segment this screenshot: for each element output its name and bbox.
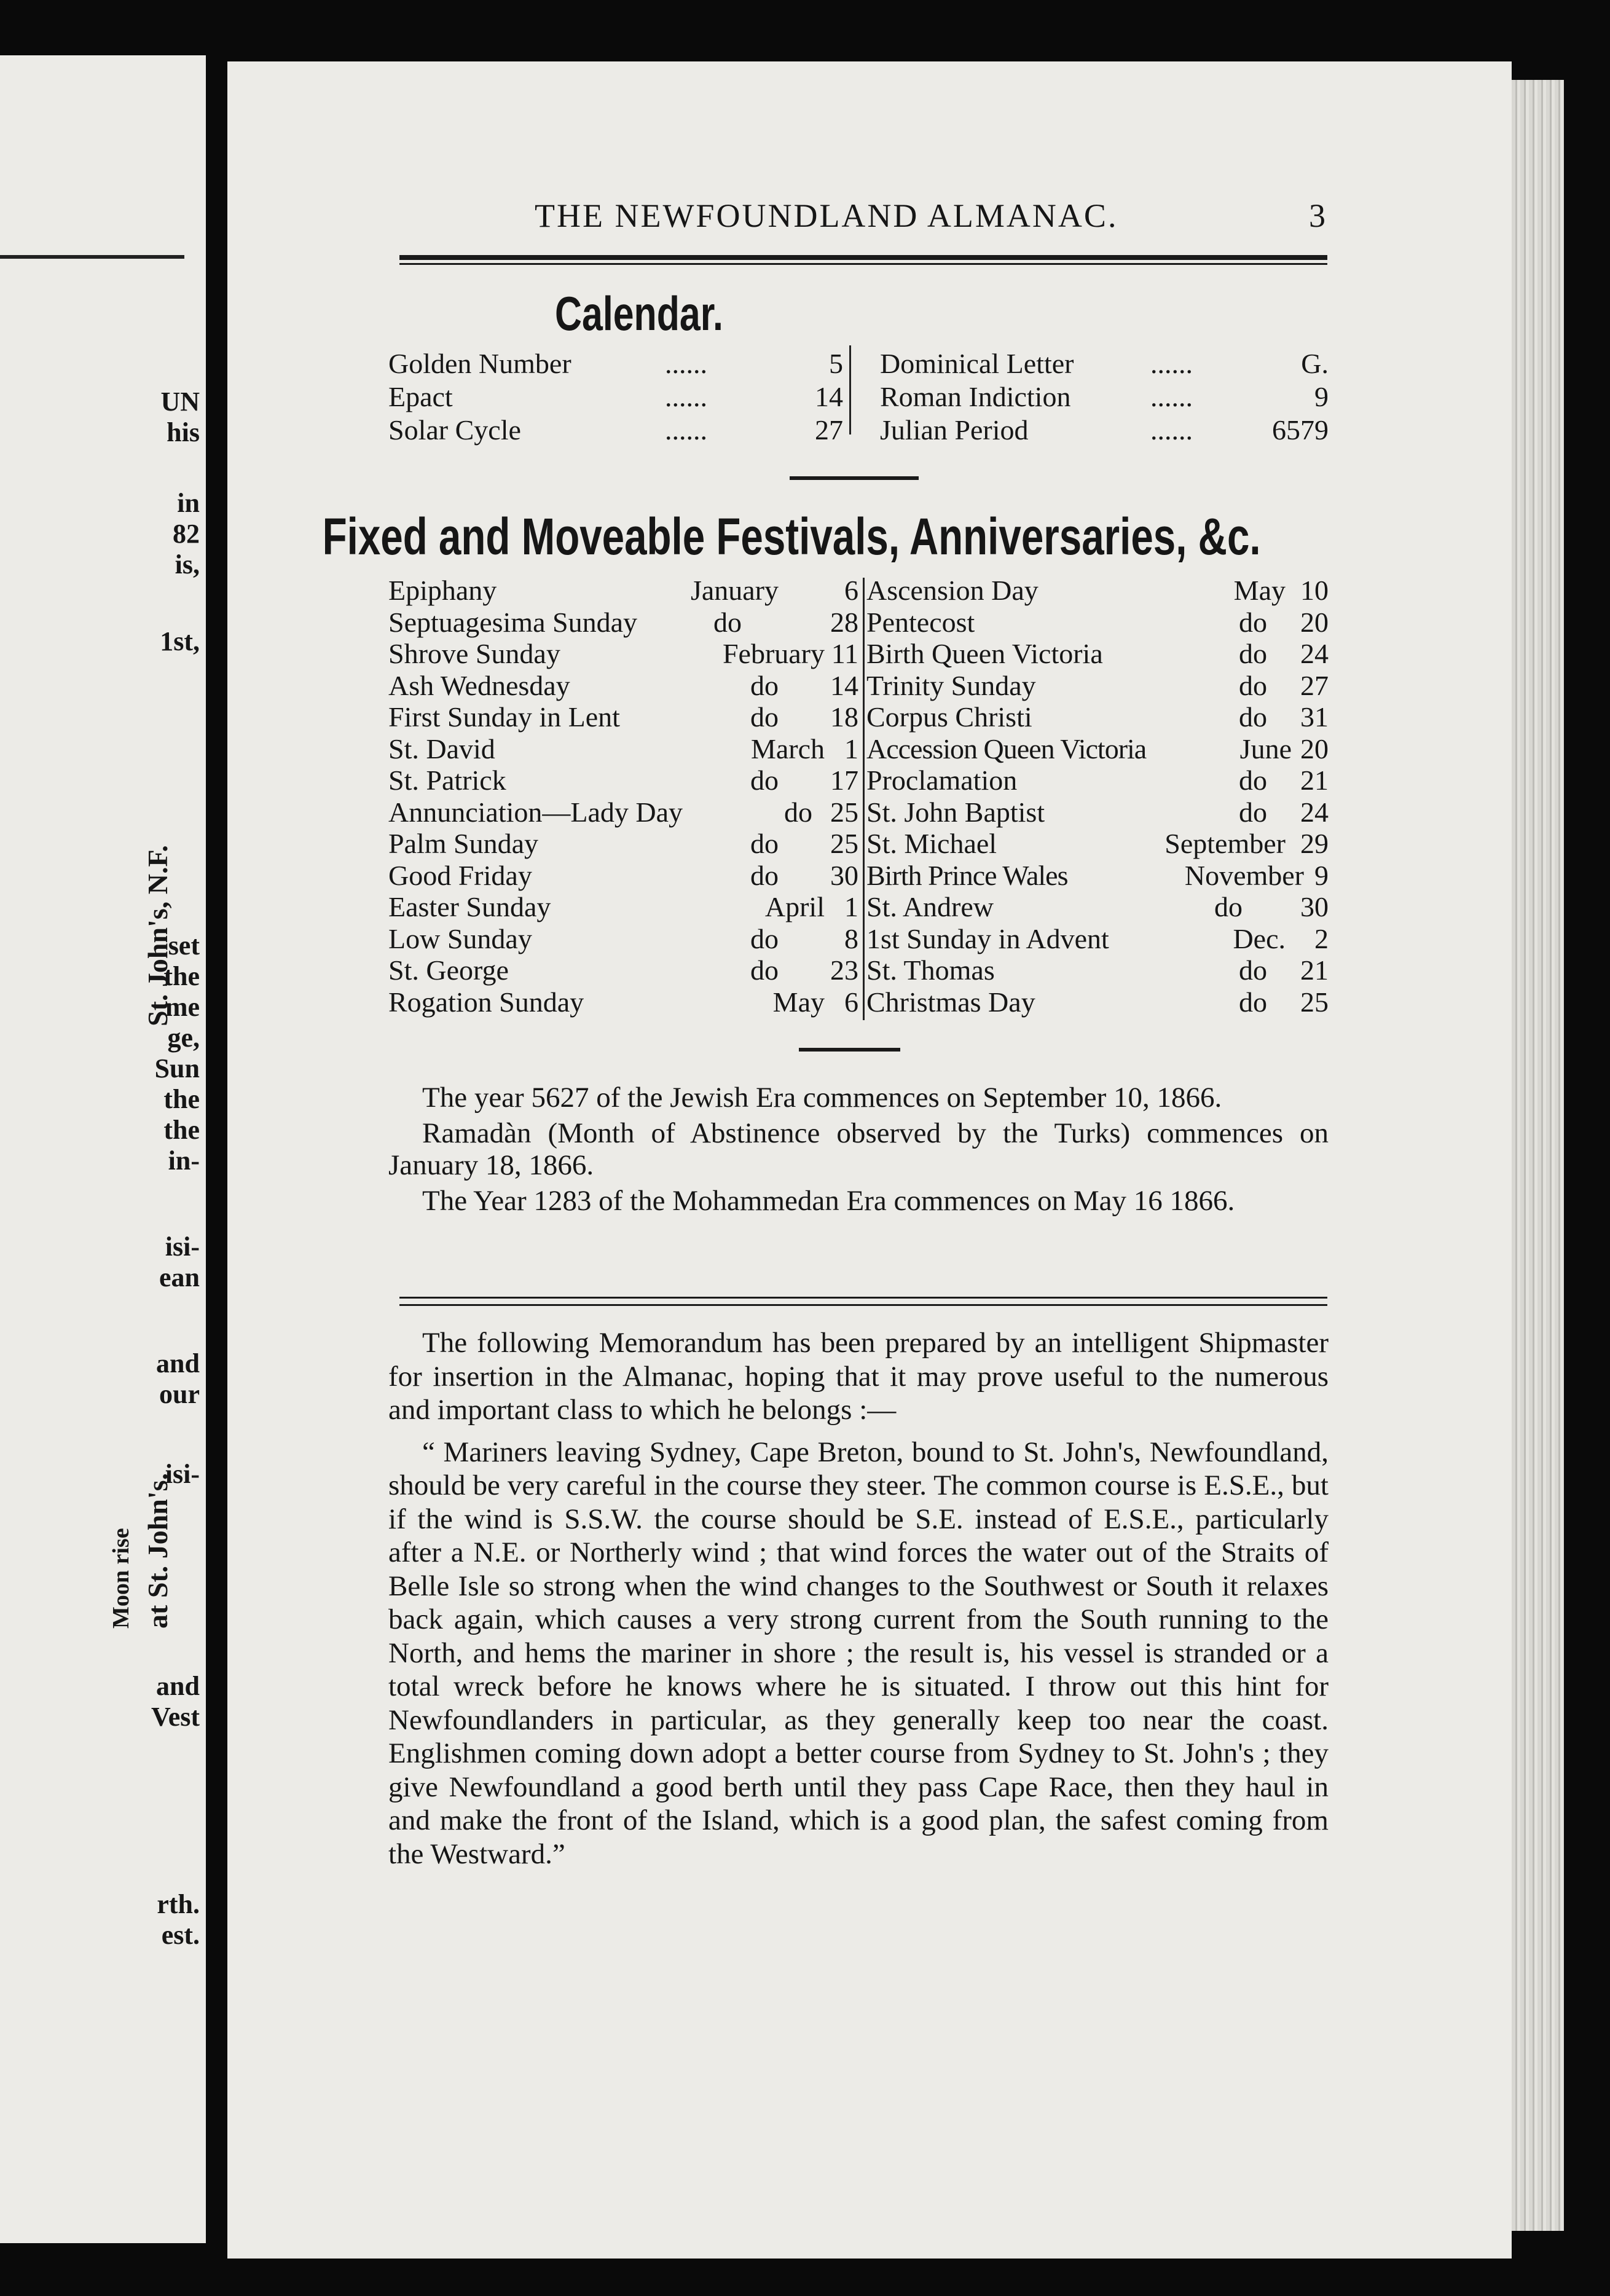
festival-name: Rogation Sunday (388, 986, 584, 1018)
left-page-rule (0, 255, 184, 259)
left-vertical-text: at St. John's. (142, 1472, 173, 1629)
festival-day: 30 (1300, 891, 1329, 922)
calendar-dots: ...... (665, 381, 707, 412)
festivals-left-table (388, 575, 858, 1018)
festival-name: Corpus Christi (866, 701, 1032, 733)
festival-day: 18 (830, 701, 858, 733)
festival-day: 6 (844, 575, 858, 606)
ramadan-text: Ramadàn (Month of Abstinence observed by the Turks) commences on January 18, 1866. (388, 1117, 1329, 1181)
festival-day: 1 (844, 891, 858, 922)
header-rule (399, 255, 1327, 260)
festival-row (866, 670, 1329, 702)
festival-name: Good Friday (388, 859, 532, 891)
festival-month: May (772, 986, 825, 1018)
calendar-heading: Calendar. (555, 286, 723, 340)
festival-name: First Sunday in Lent (388, 701, 620, 733)
festival-row (388, 954, 858, 986)
festival-name: Ash Wednesday (388, 669, 570, 701)
calendar-label: Roman Indiction (880, 381, 1071, 412)
festival-name: St. Andrew (866, 891, 994, 922)
section-rule (790, 476, 919, 480)
festival-row (866, 796, 1329, 828)
festival-name: 1st Sunday in Advent (866, 922, 1109, 954)
section-rule (799, 1048, 900, 1052)
left-fragment: in (177, 488, 200, 518)
festival-month: March (750, 733, 825, 765)
left-fragment: is, (175, 549, 200, 580)
festival-day: 17 (830, 765, 858, 796)
festival-month: do (1239, 765, 1267, 796)
festival-month: do (750, 765, 779, 796)
left-fragment: UN (160, 387, 200, 417)
festival-day: 10 (1300, 575, 1329, 606)
calendar-label: Solar Cycle (388, 414, 521, 446)
festival-row (866, 575, 1329, 607)
calendar-row (880, 347, 1329, 380)
festival-month: do (1239, 701, 1267, 733)
festival-day: 21 (1300, 765, 1329, 796)
calendar-value: 6579 (1272, 414, 1329, 446)
festival-row (388, 923, 858, 955)
festival-month: April (764, 891, 825, 922)
festival-name: Epiphany (388, 575, 497, 606)
memorandum-section (388, 1326, 1329, 1871)
festival-row (388, 986, 858, 1018)
festival-row (388, 765, 858, 796)
left-fragment: isi- (165, 1459, 200, 1489)
festival-day: 14 (830, 669, 858, 701)
calendar-dots: ...... (665, 348, 707, 379)
festival-month: do (784, 796, 812, 828)
festival-day: 25 (1300, 986, 1329, 1018)
calendar-label: Dominical Letter (880, 348, 1074, 379)
memorandum-quote: “ Mariners leaving Sydney, Cape Breton, bound to St. John's, Newfoundland, should be very careful in the course they steer. The common course is E.S.E., but if the wind is S.S.W. the course should be S.E. instead of E.S.E., particularly after a N.E. or Northerly wind ; that wind forces the water out of the Straits of Belle Isle so strong when the wind changes to the Southwest or South it relaxes back again, which causes a very strong current from the South running to the North, and hems the mariner in shore ; the result is, his vessel is stranded or a total wreck before he knows where he is situated. I throw out this hint for Newfoundlanders in particular, as they generally keep too near the coast. Englishmen coming down adopt a better course from Sydney to St. John's ; they give Newfoundland a good berth until they pass Cape Race, then they haul in and make the front of the Island, which is a good plan, the safest coming from the Westward.” (388, 1436, 1329, 1870)
festival-day: 24 (1300, 796, 1329, 828)
calendar-row (880, 380, 1329, 414)
festival-row (388, 828, 858, 860)
festival-month: do (1214, 891, 1243, 922)
festivals-heading: Fixed and Moveable Festivals, Anniversaries, &c. (322, 508, 1261, 565)
eras-section (388, 1082, 1329, 1217)
running-title: THE NEWFOUNDLAND ALMANAC. (535, 197, 1118, 234)
festival-day: 27 (1300, 669, 1329, 701)
festival-row (388, 733, 858, 765)
festival-row (866, 986, 1329, 1018)
left-fragment: in- (168, 1146, 200, 1176)
festival-name: St. David (388, 733, 495, 765)
festival-name: Pentecost (866, 606, 975, 638)
left-fragment: and (156, 1671, 200, 1701)
festival-day: 1 (844, 733, 858, 765)
festival-name: Trinity Sunday (866, 669, 1036, 701)
festival-day: 25 (830, 828, 858, 859)
festival-name: Ascension Day (866, 575, 1039, 606)
festival-day: 20 (1300, 733, 1329, 765)
festival-row (388, 860, 858, 892)
festival-name: Easter Sunday (388, 891, 551, 922)
festival-name: Birth Prince Wales (866, 859, 1068, 891)
calendar-divider (849, 345, 851, 434)
festival-name: St. Thomas (866, 954, 995, 986)
festival-day: 30 (830, 859, 858, 891)
festival-month: February (722, 638, 825, 669)
calendar-row (388, 380, 843, 414)
left-fragment: 1st, (160, 626, 200, 656)
festival-name: Shrove Sunday (388, 638, 560, 669)
mohammedan-era-text: The Year 1283 of the Mohammedan Era commences on May 16 1866. (422, 1185, 1235, 1217)
festival-row (388, 607, 858, 639)
festival-name: Proclamation (866, 765, 1018, 796)
left-fragment: set (168, 930, 200, 961)
festival-row (388, 670, 858, 702)
festivals-right-table (866, 575, 1329, 1018)
festival-row (866, 860, 1329, 892)
festival-row (866, 923, 1329, 955)
festival-name: St. John Baptist (866, 796, 1045, 828)
festival-day: 2 (1314, 922, 1329, 954)
calendar-dots: ...... (1150, 381, 1193, 412)
left-fragment: our (159, 1379, 200, 1409)
festival-name: St. George (388, 954, 509, 986)
calendar-value: 9 (1314, 381, 1329, 412)
festival-name: Christmas Day (866, 986, 1035, 1018)
festival-day: 31 (1300, 701, 1329, 733)
festival-row (388, 891, 858, 923)
festival-day: 24 (1300, 638, 1329, 669)
festival-row (866, 638, 1329, 670)
page-edges (1512, 80, 1564, 2231)
calendar-dots: ...... (665, 414, 707, 446)
calendar-dots: ...... (1150, 348, 1193, 379)
calendar-row (880, 414, 1329, 447)
festival-row (866, 954, 1329, 986)
calendar-left-table (388, 347, 843, 447)
festival-month: do (1239, 669, 1267, 701)
festival-day: 20 (1300, 606, 1329, 638)
festival-row (866, 828, 1329, 860)
calendar-value: 27 (815, 414, 843, 446)
festival-month: do (1239, 796, 1267, 828)
festival-day: 8 (844, 922, 858, 954)
festival-row (866, 701, 1329, 733)
festival-day: 11 (831, 638, 858, 669)
festival-row (388, 796, 858, 828)
festival-month: January (690, 575, 779, 606)
memorandum-intro: The following Memorandum has been prepared by an intelligent Shipmaster for insertion in the Almanac, hoping that it may prove useful to the numerous and important class to which he belongs :— (388, 1327, 1329, 1426)
left-vertical-text: St. John's, N.F. (142, 845, 173, 1026)
memo-rule (399, 1304, 1327, 1306)
festival-month: Dec. (1233, 922, 1286, 954)
festival-row (388, 701, 858, 733)
calendar-row (388, 347, 843, 380)
festival-name: Palm Sunday (388, 828, 539, 859)
calendar-right-table (880, 347, 1329, 447)
calendar-label: Julian Period (880, 414, 1029, 446)
festival-month: June (1239, 733, 1292, 765)
festival-day: 25 (830, 796, 858, 828)
festival-row (388, 638, 858, 670)
festival-month: November (1184, 859, 1304, 891)
left-fragment: rth. (157, 1889, 200, 1919)
festival-row (866, 891, 1329, 923)
festival-month: do (750, 828, 779, 859)
festival-month: do (713, 606, 742, 638)
calendar-label: Golden Number (388, 348, 571, 379)
festival-row (866, 733, 1329, 765)
header-rule-thin (399, 263, 1327, 265)
left-vertical-text: Moon rise (108, 1528, 134, 1629)
festivals-divider (863, 578, 865, 1020)
festival-day: 21 (1300, 954, 1329, 986)
festival-month: do (1239, 986, 1267, 1018)
left-fragment: ean (159, 1262, 200, 1292)
left-fragment: and (156, 1348, 200, 1378)
festival-month: do (750, 669, 779, 701)
left-fragment: 82 (173, 519, 200, 549)
festival-month: do (750, 859, 779, 891)
festival-day: 29 (1300, 828, 1329, 859)
festival-month: do (750, 954, 779, 986)
festival-month: do (750, 922, 779, 954)
festival-name: St. Patrick (388, 765, 506, 796)
left-fragment: the (163, 961, 200, 991)
left-fragment: the (163, 1115, 200, 1145)
left-fragment: me (165, 992, 200, 1022)
calendar-value: 5 (829, 348, 843, 379)
left-fragment: est. (161, 1920, 200, 1950)
festival-month: do (1239, 638, 1267, 669)
festival-name: Annunciation—Lady Day (388, 796, 683, 828)
festival-name: Septuagesima Sunday (388, 606, 637, 638)
festival-row (866, 607, 1329, 639)
memo-rule (399, 1297, 1327, 1299)
festival-row (866, 765, 1329, 796)
page-number: 3 (1309, 197, 1327, 234)
running-head (307, 184, 1327, 240)
left-fragment: isi- (165, 1232, 200, 1262)
festival-month: do (750, 701, 779, 733)
festival-day: 9 (1314, 859, 1329, 891)
festival-month: September (1164, 828, 1286, 859)
festival-day: 28 (830, 606, 858, 638)
festival-name: Accession Queen Victoria (866, 733, 1147, 765)
festival-day: 6 (844, 986, 858, 1018)
calendar-dots: ...... (1150, 414, 1193, 446)
festival-name: Birth Queen Victoria (866, 638, 1103, 669)
festival-name: Low Sunday (388, 922, 532, 954)
jewish-era-text: The year 5627 of the Jewish Era commences on September 10, 1866. (422, 1082, 1222, 1114)
festival-name: St. Michael (866, 828, 997, 859)
festival-month: May (1233, 575, 1286, 606)
calendar-row (388, 414, 843, 447)
calendar-value: G. (1301, 348, 1329, 379)
left-fragment: the (163, 1084, 200, 1114)
left-fragment: ge, (167, 1023, 200, 1053)
left-page-fragment (0, 55, 206, 2243)
calendar-value: 14 (815, 381, 843, 412)
calendar-label: Epact (388, 381, 453, 412)
left-fragment: his (167, 417, 200, 447)
festival-row (388, 575, 858, 607)
festival-month: do (1239, 954, 1267, 986)
left-fragment: Vest (151, 1702, 200, 1732)
festival-day: 23 (830, 954, 858, 986)
left-fragment: Sun (154, 1053, 200, 1083)
festival-month: do (1239, 606, 1267, 638)
